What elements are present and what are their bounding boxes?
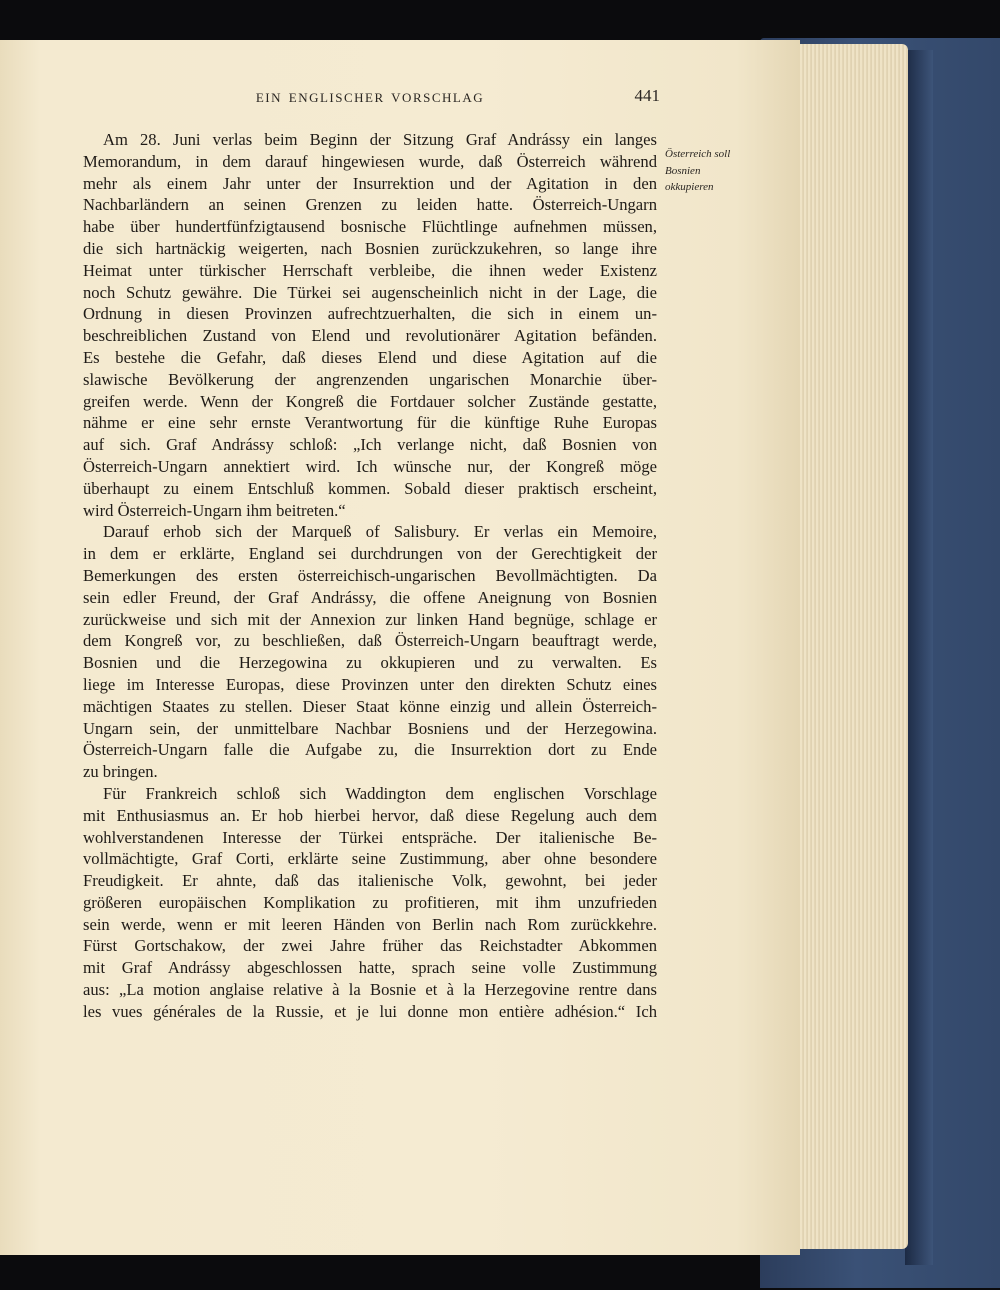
text-line: nähme er eine sehr ernste Verantwortung für die künftige Ruhe Europas xyxy=(83,413,657,433)
text-line: Es bestehe die Gefahr, daß dieses Elend und diese Agitation auf die xyxy=(83,347,657,367)
text-line: noch Schutz gewähre. Die Türkei sei augenscheinlich nicht in der Lage, die xyxy=(83,282,657,302)
text-line: mit Graf Andrássy abgeschlossen hatte, sprach seine volle Zustimmung xyxy=(83,958,657,978)
text-line: die sich hartnäckig weigerten, nach Bosnien zurückzukehren, so lange ihre xyxy=(83,238,657,258)
book-cover-edge xyxy=(905,50,933,1265)
text-line: Bosnien und die Herzegowina zu okkupieren und zu verwalten. Es xyxy=(83,653,657,673)
text-line: Heimat unter türkischer Herrschaft verbleibe, die ihnen weder Existenz xyxy=(83,260,657,280)
text-line: wird Österreich-Ungarn ihm beitreten.“ xyxy=(83,500,346,520)
margin-note xyxy=(665,146,775,196)
text-line: Memorandum, in dem darauf hingewiesen wurde, daß Österreich während xyxy=(83,151,657,171)
margin-note-line: okkupieren xyxy=(665,181,714,193)
text-line: dem Kongreß vor, zu beschließen, daß Österreich-Ungarn beauftragt werde, xyxy=(83,631,657,651)
page-number: 441 xyxy=(634,86,660,105)
margin-note-line: Österreich soll xyxy=(665,148,731,160)
text-line: größeren europäischen Komplikation zu profitieren, mit ihm unzufrieden xyxy=(83,892,657,912)
text-line: auf sich. Graf Andrássy schloß: „Ich verlange nicht, daß Bosnien von xyxy=(83,435,657,455)
text-line: Am 28. Juni verlas beim Beginn der Sitzung Graf Andrássy ein langes xyxy=(103,130,657,149)
text-line: zu bringen. xyxy=(83,762,158,782)
text-line: Bemerkungen des ersten österreichisch-ungarischen Bevollmächtigten. Da xyxy=(83,565,657,585)
text-line: Nachbarländern an seinen Grenzen zu leiden hatte. Österreich-Ungarn xyxy=(83,195,657,215)
text-line: zurückweise und sich mit der Annexion zur linken Hand begnüge, schlage er xyxy=(83,609,657,629)
text-line: greifen werde. Wenn der Kongreß die Fortdauer solcher Zustände gestatte, xyxy=(83,391,657,411)
text-line: sein werde, wenn er mit leeren Händen von Berlin nach Rom zurückkehre. xyxy=(83,914,657,934)
text-line: Österreich-Ungarn falle die Aufgabe zu, die Insurrektion dort zu Ende xyxy=(83,740,657,760)
text-line: Freudigkeit. Er ahnte, daß das italienische Volk, gewohnt, bei jeder xyxy=(83,871,657,891)
text-line: Darauf erhob sich der Marqueß of Salisbury. Er verlas ein Memoire, xyxy=(103,522,657,542)
body-text xyxy=(83,129,657,1023)
text-line: Ungarn sein, der unmittelbare Nachbar Bosniens und der Herzegowina. xyxy=(83,718,657,738)
text-line: Fürst Gortschakow, der zwei Jahre früher das Reichstadter Abkommen xyxy=(83,936,657,956)
text-line: mehr als einem Jahr unter der Insurrektion und der Agitation in den xyxy=(83,173,657,193)
text-line: Ordnung in diesen Provinzen aufrechtzuerhalten, die sich in einem un- xyxy=(83,304,657,324)
text-line: sein edler Freund, der Graf Andrássy, die offene Aneignung von Bosnien xyxy=(83,587,657,607)
text-line: Für Frankreich schloß sich Waddington dem englischen Vorschlage xyxy=(103,783,657,803)
text-line: slawische Bevölkerung der angrenzenden ungarischen Monarchie über- xyxy=(83,369,657,389)
text-line: überhaupt zu einem Entschluß kommen. Sobald dieser praktisch erscheint, xyxy=(83,478,657,498)
text-line: liege im Interesse Europas, diese Provinzen unter den direkten Schutz eines xyxy=(83,674,657,694)
text-line: mächtigen Staates zu stellen. Dieser Staat könne einzig und allein Österreich- xyxy=(83,696,657,716)
text-line: mit Enthusiasmus an. Er hob hierbei hervor, daß diese Regelung auch dem xyxy=(83,805,657,825)
text-line: les vues générales de la Russie, et je lui donne mon entière adhésion.“ Ich xyxy=(83,1001,657,1021)
text-line: in dem er erklärte, England sei durchdrungen von der Gerechtigkeit der xyxy=(83,544,657,564)
text-line: vollmächtigte, Graf Corti, erklärte seine Zustimmung, aber ohne besondere xyxy=(83,849,657,869)
page-header xyxy=(80,86,660,114)
text-line: wohlverstandenen Interesse der Türkei entspräche. Der italienische Be- xyxy=(83,827,657,847)
margin-note-line: Bosnien xyxy=(665,164,701,177)
running-title: EIN ENGLISCHER VORSCHLAG xyxy=(255,90,485,105)
text-line: Österreich-Ungarn annektiert wird. Ich wünsche nur, der Kongreß möge xyxy=(83,456,657,476)
text-line: aus: „La motion anglaise relative à la Bosnie et à la Herzegovine rentre dans xyxy=(83,980,657,1000)
text-line: beschreiblichen Zustand von Elend und revolutionärer Agitation befänden. xyxy=(83,326,657,346)
text-line: habe über hundertfünfzigtausend bosnische Flüchtlinge aufnehmen müssen, xyxy=(83,217,657,237)
